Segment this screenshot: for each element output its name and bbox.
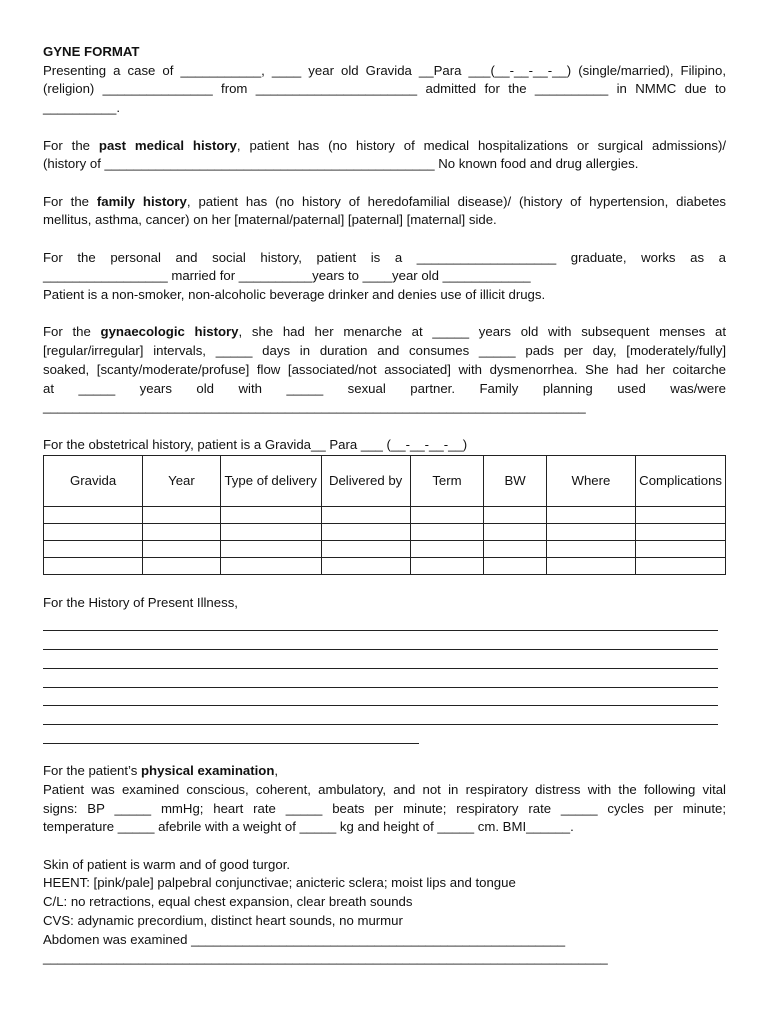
table-cell[interactable] — [410, 507, 484, 524]
table-cell[interactable] — [546, 541, 635, 558]
intro-line-3: __________. — [43, 100, 121, 116]
table-cell[interactable] — [546, 507, 635, 524]
obstetric-heading: For the obstetrical history, patient is a Gravida__ Para ___ (__-__-__-__) — [43, 436, 468, 452]
answer-line[interactable] — [43, 706, 718, 725]
obstetric-table — [43, 455, 726, 575]
past-medical-line-2: (history of _____________________________________________ No known food and drug allergies. — [43, 156, 639, 172]
table-cell[interactable] — [484, 558, 546, 575]
past-medical-pre: For the — [43, 137, 99, 153]
table-cell[interactable] — [484, 541, 546, 558]
table-cell[interactable] — [410, 524, 484, 541]
table-row[interactable] — [44, 558, 726, 575]
col-year: Year — [143, 456, 220, 507]
table-cell[interactable] — [484, 507, 546, 524]
abdomen-line: Abdomen was examined ___________________________________________________ — [43, 931, 566, 947]
pe-heading: physical examination — [141, 763, 275, 779]
table-cell[interactable] — [410, 558, 484, 575]
family-line-1 — [43, 193, 726, 212]
past-medical-line-1 — [43, 137, 726, 156]
personal-line-1: For the personal and social history, patient is a ___________________ graduate, works as a — [43, 249, 726, 265]
table-row[interactable] — [44, 507, 726, 524]
table-cell[interactable] — [636, 558, 726, 575]
table-cell[interactable] — [636, 507, 726, 524]
table-cell[interactable] — [44, 541, 143, 558]
past-medical-post: , patient has (no history of medical hospitalizations or surgical admissions)/ — [236, 137, 727, 153]
family-post: , patient has (no history of heredofamilial disease)/ (history of hypertension, diabetes — [186, 193, 726, 209]
answer-line[interactable] — [43, 688, 718, 707]
gyne-heading: gynaecologic history — [100, 324, 239, 340]
table-cell[interactable] — [636, 524, 726, 541]
family-heading: family history — [96, 193, 187, 209]
hpi-answer-lines[interactable] — [43, 613, 726, 744]
table-cell[interactable] — [636, 541, 726, 558]
hpi-heading: For the History of Present Illness, — [43, 595, 238, 611]
table-cell[interactable] — [410, 541, 484, 558]
col-bw: BW — [484, 456, 546, 507]
skin-line: Skin of patient is warm and of good turgor. — [43, 856, 291, 872]
personal-line-3: Patient is a non-smoker, non-alcoholic beverage drinker and denies use of illicit drugs. — [43, 287, 546, 303]
gyne-line-2: [regular/irregular] intervals, _____ days in duration and consumes _____ pads per day, [moderately/fully] — [43, 343, 726, 359]
table-cell[interactable] — [143, 558, 220, 575]
pe-line-1 — [43, 762, 726, 781]
table-cell[interactable] — [546, 524, 635, 541]
table-row[interactable] — [44, 541, 726, 558]
pe-pre: For the patient’s — [43, 763, 141, 779]
col-type-of-delivery: Type of delivery — [220, 456, 321, 507]
table-cell[interactable] — [220, 541, 321, 558]
intro-line-1: Presenting a case of ___________, ____ year old Gravida __Para ___(__-__-__-__) (single/married), Filipino, — [43, 62, 726, 78]
table-row[interactable] — [44, 524, 726, 541]
table-cell[interactable] — [484, 524, 546, 541]
family-line-2: mellitus, asthma, cancer) on her [maternal/paternal] [paternal] [maternal] side. — [43, 212, 497, 228]
answer-line[interactable] — [43, 725, 419, 744]
table-cell[interactable] — [321, 541, 410, 558]
table-cell[interactable] — [143, 541, 220, 558]
col-where: Where — [546, 456, 635, 507]
answer-line[interactable] — [43, 669, 718, 688]
cl-line: C/L: no retractions, equal chest expansion, clear breath sounds — [43, 894, 413, 910]
obstetric-table-header — [44, 456, 726, 507]
heent-line: HEENT: [pink/pale] palpebral conjunctivae; anicteric sclera; moist lips and tongue — [43, 875, 516, 891]
pe-post: , — [274, 763, 279, 779]
intro-line-2: (religion) _______________ from ______________________ admitted for the __________ in NMMC due to — [43, 81, 726, 97]
answer-line[interactable] — [43, 613, 718, 632]
table-cell[interactable] — [220, 558, 321, 575]
family-pre: For the — [43, 193, 97, 209]
gyne-line-3: soaked, [scanty/moderate/profuse] flow [associated/not associated] with dysmenorrhea. She had her coitarche — [43, 361, 726, 377]
table-cell[interactable] — [143, 507, 220, 524]
answer-line[interactable] — [43, 650, 718, 669]
pe-line-2: Patient was examined conscious, coherent, ambulatory, and not in respiratory distress with the following vital — [43, 781, 726, 797]
gyne-line-4: at _____ years old with _____ sexual partner. Family planning used was/were — [43, 380, 726, 396]
answer-line[interactable] — [43, 631, 718, 650]
abdomen-line-2: _____________________________________________________________________________ — [43, 950, 608, 966]
table-cell[interactable] — [546, 558, 635, 575]
col-gravida: Gravida — [44, 456, 143, 507]
table-cell[interactable] — [44, 507, 143, 524]
table-cell[interactable] — [220, 524, 321, 541]
col-term: Term — [410, 456, 484, 507]
pe-line-3: signs: BP _____ mmHg; heart rate _____ beats per minute; respiratory rate _____ cycles per minute; — [43, 800, 726, 816]
table-cell[interactable] — [44, 524, 143, 541]
gyne-pre: For the — [43, 324, 101, 340]
cvs-line: CVS: adynamic precordium, distinct heart sounds, no murmur — [43, 912, 403, 928]
col-delivered-by: Delivered by — [321, 456, 410, 507]
gyne-line-5: __________________________________________________________________________ — [43, 399, 586, 415]
table-cell[interactable] — [44, 558, 143, 575]
personal-line-2: _________________ married for __________years to ____year old ____________ — [43, 268, 531, 284]
table-cell[interactable] — [220, 507, 321, 524]
table-cell[interactable] — [321, 524, 410, 541]
past-medical-heading: past medical history — [98, 137, 237, 153]
table-cell[interactable] — [321, 558, 410, 575]
pe-line-4: temperature _____ afebrile with a weight of _____ kg and height of _____ cm. BMI______. — [43, 819, 574, 835]
document-page — [43, 43, 726, 968]
gyne-line-1 — [43, 323, 726, 342]
col-complications: Complications — [636, 456, 726, 507]
table-cell[interactable] — [321, 507, 410, 524]
table-cell[interactable] — [143, 524, 220, 541]
document-title: GYNE FORMAT — [43, 44, 140, 59]
gyne-post: , she had her menarche at _____ years old with subsequent menses at — [238, 324, 726, 340]
